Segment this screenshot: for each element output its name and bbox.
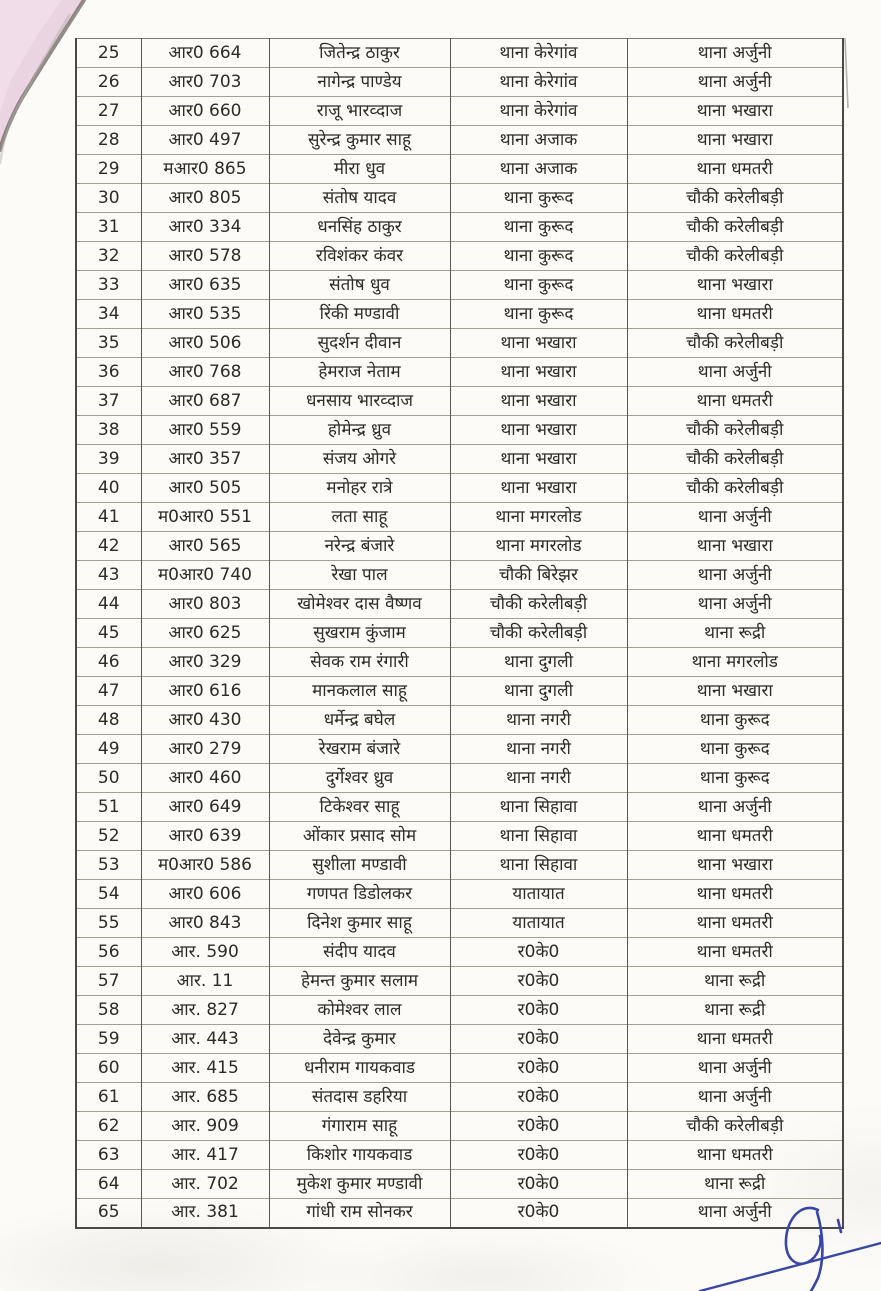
badge-number-cell: आर0 639 xyxy=(141,822,269,851)
name-cell: किशोर गायकवाड xyxy=(269,1141,450,1170)
badge-number-cell: म0आर0 740 xyxy=(141,561,269,590)
badge-number-cell: म0आर0 551 xyxy=(141,503,269,532)
serial-cell: 37 xyxy=(76,387,141,416)
badge-number-cell: आर0 506 xyxy=(141,329,269,358)
table-row xyxy=(76,532,843,561)
current-posting-cell: थाना सिहावा xyxy=(450,822,627,851)
name-cell: संदीप यादव xyxy=(269,938,450,967)
current-posting-cell: थाना अजाक xyxy=(450,126,627,155)
page-corner-fold-highlight xyxy=(0,0,62,112)
name-cell: टिकेश्वर साहू xyxy=(269,793,450,822)
new-posting-cell: थाना अर्जुनी xyxy=(627,503,843,532)
table-row xyxy=(76,967,843,996)
new-posting-cell: थाना अर्जुनी xyxy=(627,561,843,590)
badge-number-cell: आर0 505 xyxy=(141,474,269,503)
serial-cell: 39 xyxy=(76,445,141,474)
serial-cell: 61 xyxy=(76,1083,141,1112)
current-posting-cell: थाना भखारा xyxy=(450,387,627,416)
badge-number-cell: आर0 803 xyxy=(141,590,269,619)
new-posting-cell: थाना भखारा xyxy=(627,126,843,155)
table-row xyxy=(76,387,843,416)
current-posting-cell: थाना भखारा xyxy=(450,329,627,358)
name-cell: धनसाय भारव्दाज xyxy=(269,387,450,416)
name-cell: संतोष यादव xyxy=(269,184,450,213)
current-posting-cell: र0के0 xyxy=(450,1112,627,1141)
table-row xyxy=(76,503,843,532)
new-posting-cell: चौकी करेलीबड़ी xyxy=(627,213,843,242)
badge-number-cell: आर0 664 xyxy=(141,39,269,68)
new-posting-cell: थाना भखारा xyxy=(627,271,843,300)
name-cell: जितेन्द्र ठाकुर xyxy=(269,39,450,68)
serial-cell: 34 xyxy=(76,300,141,329)
new-posting-cell: थाना भखारा xyxy=(627,851,843,880)
table-row xyxy=(76,126,843,155)
badge-number-cell: आर0 334 xyxy=(141,213,269,242)
transfer-roster-table xyxy=(75,38,844,1229)
table-row xyxy=(76,822,843,851)
new-posting-cell: चौकी करेलीबड़ी xyxy=(627,184,843,213)
current-posting-cell: थाना मगरलोड xyxy=(450,503,627,532)
new-posting-cell: थाना अर्जुनी xyxy=(627,68,843,97)
new-posting-cell: चौकी करेलीबड़ी xyxy=(627,474,843,503)
name-cell: दुर्गेश्वर ध्रुव xyxy=(269,764,450,793)
serial-cell: 48 xyxy=(76,706,141,735)
new-posting-cell: चौकी करेलीबड़ी xyxy=(627,242,843,271)
current-posting-cell: थाना कुरूद xyxy=(450,213,627,242)
scan-smudge-line xyxy=(845,38,848,108)
badge-number-cell: आर0 497 xyxy=(141,126,269,155)
table-row xyxy=(76,996,843,1025)
serial-cell: 62 xyxy=(76,1112,141,1141)
badge-number-cell: मआर0 865 xyxy=(141,155,269,184)
new-posting-cell: चौकी करेलीबड़ी xyxy=(627,329,843,358)
name-cell: राजू भारव्दाज xyxy=(269,97,450,126)
table-row xyxy=(76,155,843,184)
name-cell: रेखराम बंजारे xyxy=(269,735,450,764)
new-posting-cell: थाना भखारा xyxy=(627,97,843,126)
name-cell: देवेन्द्र कुमार xyxy=(269,1025,450,1054)
current-posting-cell: र0के0 xyxy=(450,1170,627,1199)
name-cell: मानकलाल साहू xyxy=(269,677,450,706)
badge-number-cell: आर0 703 xyxy=(141,68,269,97)
table-row xyxy=(76,300,843,329)
badge-number-cell: आर0 559 xyxy=(141,416,269,445)
name-cell: लता साहू xyxy=(269,503,450,532)
name-cell: मनोहर रात्रे xyxy=(269,474,450,503)
badge-number-cell: आर0 843 xyxy=(141,909,269,938)
new-posting-cell: थाना मगरलोड xyxy=(627,648,843,677)
current-posting-cell: थाना भखारा xyxy=(450,474,627,503)
table-row xyxy=(76,764,843,793)
name-cell: संजय ओगरे xyxy=(269,445,450,474)
badge-number-cell: आर. 417 xyxy=(141,1141,269,1170)
current-posting-cell: थाना केरेगांव xyxy=(450,68,627,97)
new-posting-cell: थाना अर्जुनी xyxy=(627,39,843,68)
serial-cell: 51 xyxy=(76,793,141,822)
serial-cell: 60 xyxy=(76,1054,141,1083)
badge-number-cell: आर. 909 xyxy=(141,1112,269,1141)
badge-number-cell: आर. 827 xyxy=(141,996,269,1025)
current-posting-cell: थाना मगरलोड xyxy=(450,532,627,561)
badge-number-cell: आर0 329 xyxy=(141,648,269,677)
current-posting-cell: थाना नगरी xyxy=(450,764,627,793)
name-cell: रविशंकर कंवर xyxy=(269,242,450,271)
serial-cell: 54 xyxy=(76,880,141,909)
table-row xyxy=(76,213,843,242)
badge-number-cell: आर0 535 xyxy=(141,300,269,329)
serial-cell: 25 xyxy=(97,42,120,63)
badge-number-cell: आर. 685 xyxy=(141,1083,269,1112)
name-cell: धनसिंह ठाकुर xyxy=(269,213,450,242)
badge-number-cell: आर0 357 xyxy=(141,445,269,474)
badge-number-cell: आर. 702 xyxy=(141,1170,269,1199)
badge-number-cell: आर0 460 xyxy=(141,764,269,793)
current-posting-cell: र0के0 xyxy=(450,1141,627,1170)
table-row xyxy=(76,1083,843,1112)
serial-cell: 58 xyxy=(76,996,141,1025)
serial-cell: 63 xyxy=(76,1141,141,1170)
new-posting-cell: थाना अर्जुनी xyxy=(627,590,843,619)
current-posting-cell: थाना नगरी xyxy=(450,735,627,764)
new-posting-cell: थाना अर्जुनी xyxy=(627,1083,843,1112)
table-row xyxy=(76,561,843,590)
serial-cell: 49 xyxy=(76,735,141,764)
current-posting-cell: थाना भखारा xyxy=(450,416,627,445)
name-cell: रिंकी मण्डावी xyxy=(269,300,450,329)
serial-cell: 35 xyxy=(76,329,141,358)
current-posting-cell: थाना अजाक xyxy=(450,155,627,184)
serial-cell: 52 xyxy=(76,822,141,851)
table-row xyxy=(76,938,843,967)
name-cell: ओंकार प्रसाद सोम xyxy=(269,822,450,851)
serial-cell: 33 xyxy=(76,271,141,300)
table-row xyxy=(76,97,843,126)
table-row xyxy=(76,1141,843,1170)
new-posting-cell: थाना रूद्री xyxy=(627,996,843,1025)
table-row xyxy=(76,706,843,735)
serial-cell: 42 xyxy=(76,532,141,561)
name-cell: गणपत डिडोलकर xyxy=(269,880,450,909)
new-posting-cell: थाना रूद्री xyxy=(627,1170,843,1199)
new-posting-cell: चौकी करेलीबड़ी xyxy=(627,445,843,474)
new-posting-cell: चौकी करेलीबड़ी xyxy=(627,416,843,445)
name-cell: हेमन्त कुमार सलाम xyxy=(269,967,450,996)
new-posting-cell: थाना कुरूद xyxy=(627,764,843,793)
signature-flourish xyxy=(700,1243,881,1291)
serial-cell: 46 xyxy=(76,648,141,677)
serial-cell: 43 xyxy=(76,561,141,590)
new-posting-cell: चौकी करेलीबड़ी xyxy=(627,1112,843,1141)
badge-number-cell: आर0 430 xyxy=(141,706,269,735)
table-row xyxy=(76,1112,843,1141)
new-posting-cell: थाना रूद्री xyxy=(627,967,843,996)
badge-number-cell: आर0 649 xyxy=(141,793,269,822)
badge-number-cell: आर0 768 xyxy=(141,358,269,387)
table-row xyxy=(76,474,843,503)
current-posting-cell: थाना नगरी xyxy=(450,706,627,735)
current-posting-cell: थाना कुरूद xyxy=(450,300,627,329)
serial-cell: 41 xyxy=(76,503,141,532)
current-posting-cell: थाना कुरूद xyxy=(450,242,627,271)
serial-cell: 26 xyxy=(76,68,141,97)
current-posting-cell: र0के0 xyxy=(450,1025,627,1054)
current-posting-cell: चौकी करेलीबड़ी xyxy=(450,590,627,619)
new-posting-cell: थाना धमतरी xyxy=(627,387,843,416)
serial-cell: 38 xyxy=(76,416,141,445)
table-row xyxy=(76,358,843,387)
table-row xyxy=(76,619,843,648)
table-row xyxy=(76,242,843,271)
name-cell: हेमराज नेताम xyxy=(269,358,450,387)
current-posting-cell: र0के0 xyxy=(450,1083,627,1112)
table-row xyxy=(76,1054,843,1083)
current-posting-cell: थाना दुगली xyxy=(450,677,627,706)
serial-cell: 56 xyxy=(76,938,141,967)
new-posting-cell: थाना अर्जुनी xyxy=(627,1054,843,1083)
name-cell: कोमेश्वर लाल xyxy=(269,996,450,1025)
badge-number-cell: आर0 805 xyxy=(141,184,269,213)
new-posting-cell: थाना कुरूद xyxy=(627,706,843,735)
serial-cell: 50 xyxy=(76,764,141,793)
new-posting-cell: थाना रूद्री xyxy=(627,619,843,648)
badge-number-cell: आर0 565 xyxy=(141,532,269,561)
current-posting-cell: थाना केरेगांव xyxy=(450,39,627,68)
table-row xyxy=(76,1025,843,1054)
current-posting-cell: थाना सिहावा xyxy=(450,793,627,822)
name-cell: सुशीला मण्डावी xyxy=(269,851,450,880)
name-cell: मीरा धुव xyxy=(269,155,450,184)
current-posting-cell: चौकी करेलीबड़ी xyxy=(450,619,627,648)
table-row xyxy=(76,184,843,213)
name-cell: रेखा पाल xyxy=(269,561,450,590)
serial-cell: 27 xyxy=(76,97,141,126)
current-posting-cell: थाना भखारा xyxy=(450,358,627,387)
serial-cell: 44 xyxy=(76,590,141,619)
serial-cell: 31 xyxy=(76,213,141,242)
badge-number-cell: आर0 279 xyxy=(141,735,269,764)
table-row xyxy=(76,1170,843,1199)
name-cell: होमेन्द्र ध्रुव xyxy=(269,416,450,445)
new-posting-cell: थाना धमतरी xyxy=(627,880,843,909)
current-posting-cell: थाना भखारा xyxy=(450,445,627,474)
new-posting-cell: थाना धमतरी xyxy=(627,155,843,184)
badge-number-cell: आर0 635 xyxy=(141,271,269,300)
current-posting-cell: र0के0 xyxy=(450,967,627,996)
current-posting-cell: र0के0 xyxy=(450,938,627,967)
badge-number-cell: आर. 590 xyxy=(141,938,269,967)
serial-cell: 30 xyxy=(76,184,141,213)
serial-cell: 57 xyxy=(76,967,141,996)
new-posting-cell: थाना धमतरी xyxy=(627,1025,843,1054)
new-posting-cell: थाना धमतरी xyxy=(627,909,843,938)
badge-number-cell: आर0 625 xyxy=(141,619,269,648)
current-posting-cell: चौकी बिरेझर xyxy=(450,561,627,590)
name-cell: नरेन्द्र बंजारे xyxy=(269,532,450,561)
current-posting-cell: थाना कुरूद xyxy=(450,271,627,300)
page-corner-fold-edge xyxy=(0,0,84,150)
table-row xyxy=(76,416,843,445)
badge-number-cell: आर0 616 xyxy=(141,677,269,706)
table-row xyxy=(76,793,843,822)
badge-number-cell: आर0 606 xyxy=(141,880,269,909)
current-posting-cell: थाना केरेगांव xyxy=(450,97,627,126)
name-cell: सुखराम कुंजाम xyxy=(269,619,450,648)
name-cell: सुदर्शन दीवान xyxy=(269,329,450,358)
serial-cell: 28 xyxy=(76,126,141,155)
new-posting-cell: थाना अर्जुनी xyxy=(627,358,843,387)
current-posting-cell: र0के0 xyxy=(450,996,627,1025)
serial-cell: 29 xyxy=(76,155,141,184)
name-cell: संतोष धुव xyxy=(269,271,450,300)
current-posting-cell: थाना सिहावा xyxy=(450,851,627,880)
serial-cell: 40 xyxy=(76,474,141,503)
current-posting-cell: यातायात xyxy=(450,909,627,938)
name-cell: सुरेन्द्र कुमार साहू xyxy=(269,126,450,155)
table-row xyxy=(76,1199,843,1228)
name-cell: संतदास डहरिया xyxy=(269,1083,450,1112)
badge-number-cell: आर. 11 xyxy=(141,967,269,996)
new-posting-cell: थाना धमतरी xyxy=(627,822,843,851)
serial-cell: 65 xyxy=(76,1199,141,1228)
badge-number-cell: आर. 415 xyxy=(141,1054,269,1083)
current-posting-cell: थाना कुरूद xyxy=(450,184,627,213)
table-row xyxy=(76,329,843,358)
badge-number-cell: आर0 578 xyxy=(141,242,269,271)
badge-number-cell: आर. 381 xyxy=(141,1199,269,1228)
table-row xyxy=(76,445,843,474)
table-row xyxy=(76,271,843,300)
current-posting-cell: र0के0 xyxy=(450,1199,627,1228)
table-body xyxy=(76,39,843,1228)
new-posting-cell: थाना धमतरी xyxy=(627,300,843,329)
name-cell: खोमेश्वर दास वैष्णव xyxy=(269,590,450,619)
table-row xyxy=(76,677,843,706)
new-posting-cell: थाना धमतरी xyxy=(627,938,843,967)
new-posting-cell: थाना कुरूद xyxy=(627,735,843,764)
table-row xyxy=(76,735,843,764)
table-row xyxy=(76,39,843,68)
badge-number-cell: आर0 660 xyxy=(141,97,269,126)
table-row xyxy=(76,648,843,677)
serial-cell: 32 xyxy=(76,242,141,271)
name-cell: गांधी राम सोनकर xyxy=(269,1199,450,1228)
table-row xyxy=(76,68,843,97)
page-corner-fold-shadow xyxy=(0,14,70,164)
badge-number-cell: आर. 443 xyxy=(141,1025,269,1054)
serial-cell: 53 xyxy=(76,851,141,880)
current-posting-cell: थाना दुगली xyxy=(450,648,627,677)
serial-cell: 45 xyxy=(76,619,141,648)
current-posting-cell: यातायात xyxy=(450,880,627,909)
badge-number-cell: आर0 687 xyxy=(141,387,269,416)
name-cell: धनीराम गायकवाड xyxy=(269,1054,450,1083)
badge-number-cell: म0आर0 586 xyxy=(141,851,269,880)
new-posting-cell: थाना अर्जुनी xyxy=(627,1199,843,1228)
name-cell: धर्मेन्द्र बघेल xyxy=(269,706,450,735)
name-cell: गंगाराम साहू xyxy=(269,1112,450,1141)
name-cell: सेवक राम रंगारी xyxy=(269,648,450,677)
new-posting-cell: थाना भखारा xyxy=(627,532,843,561)
table-row xyxy=(76,880,843,909)
serial-cell: 64 xyxy=(76,1170,141,1199)
serial-cell: 47 xyxy=(76,677,141,706)
serial-cell: 59 xyxy=(76,1025,141,1054)
page-corner-fold xyxy=(0,0,84,150)
name-cell: दिनेश कुमार साहू xyxy=(269,909,450,938)
current-posting-cell: र0के0 xyxy=(450,1054,627,1083)
name-cell: नागेन्द्र पाण्डेय xyxy=(269,68,450,97)
new-posting-cell: थाना धमतरी xyxy=(627,1141,843,1170)
new-posting-cell: थाना अर्जुनी xyxy=(627,793,843,822)
name-cell: मुकेश कुमार मण्डावी xyxy=(269,1170,450,1199)
serial-cell: 36 xyxy=(76,358,141,387)
serial-cell: 55 xyxy=(76,909,141,938)
table-row xyxy=(76,851,843,880)
new-posting-cell: थाना भखारा xyxy=(627,677,843,706)
table-row xyxy=(76,909,843,938)
table-row xyxy=(76,590,843,619)
